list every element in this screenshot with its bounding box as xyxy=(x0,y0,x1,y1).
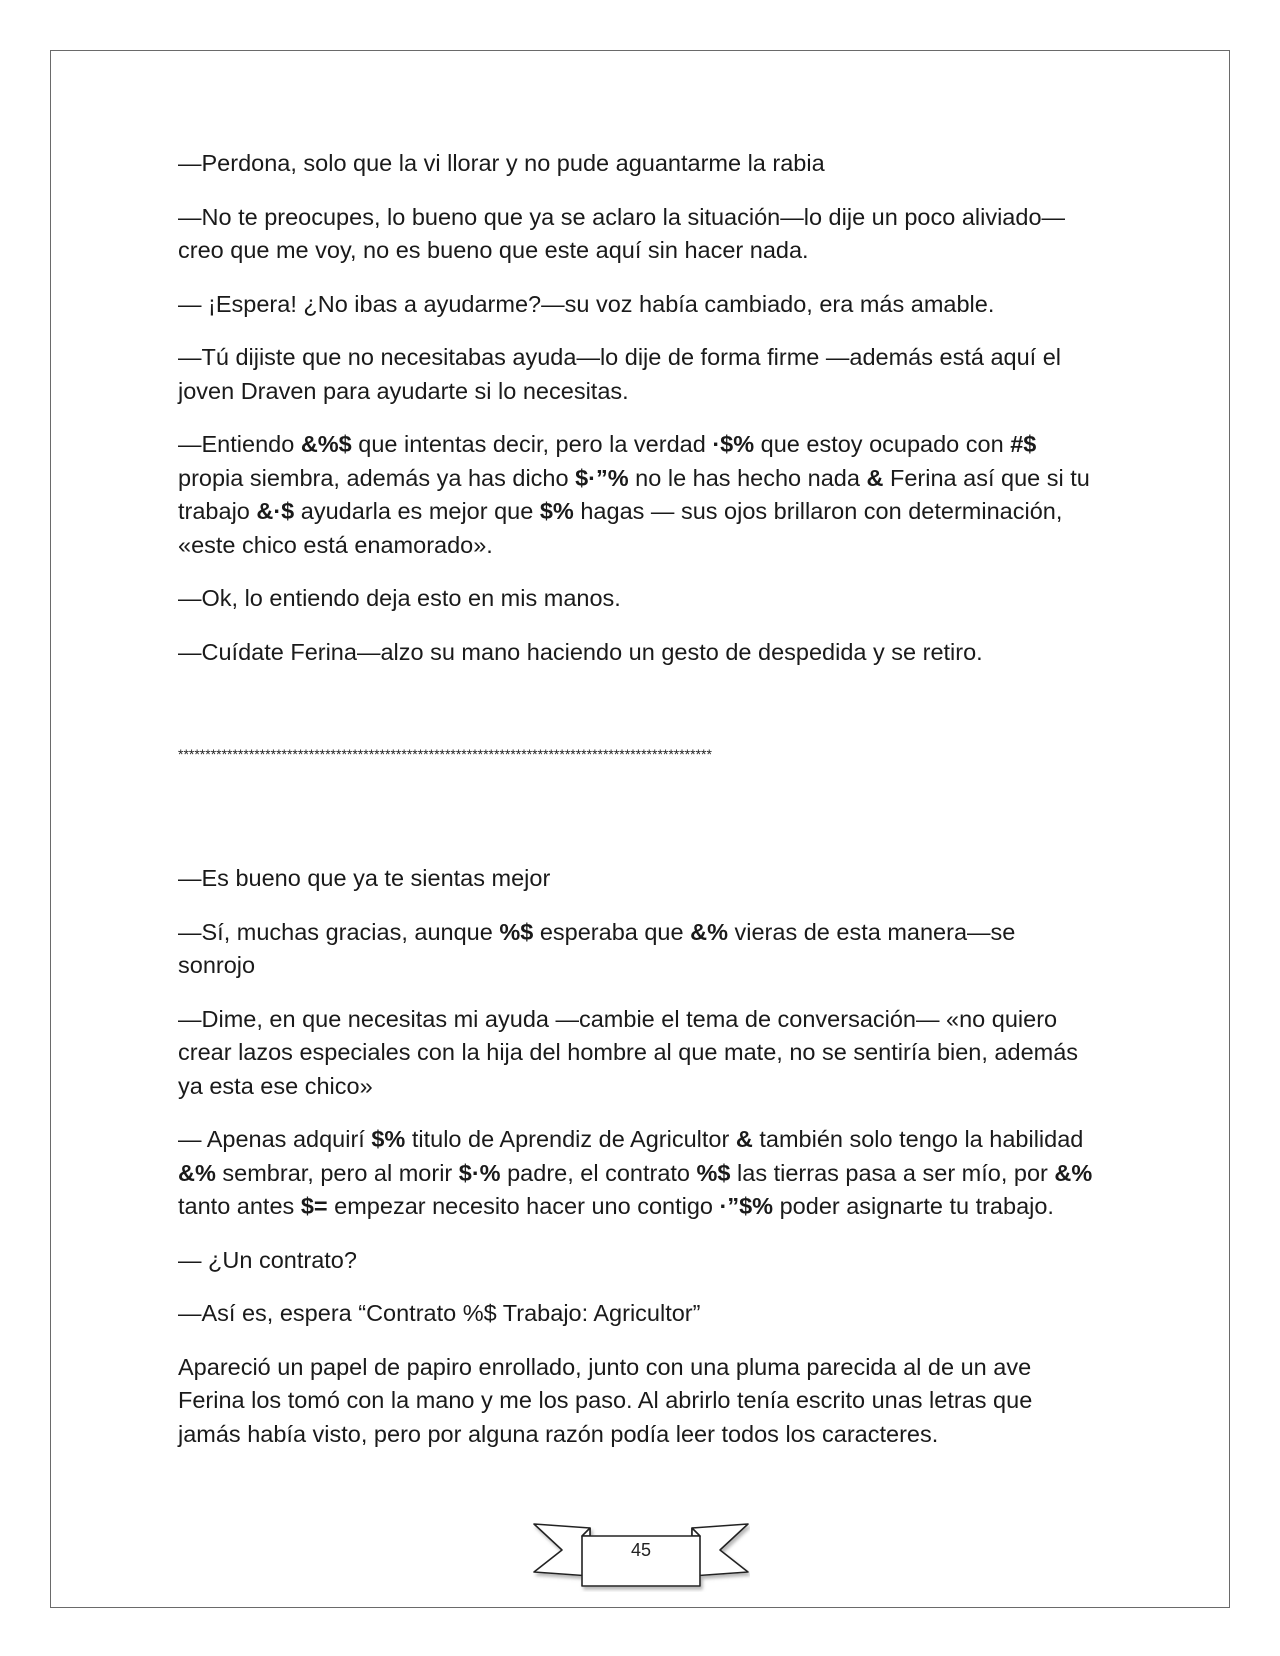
paragraph: —Es bueno que ya te sientas mejor xyxy=(178,865,551,891)
paragraph: —No te preocupes, lo bueno que ya se aclaro la situación—lo dije un poco aliviado—creo que me voy, no es bueno que este aquí sin hacer nada. xyxy=(178,203,1066,263)
paragraph-with-symbols: —Entiendo &%$ que intentas decir, pero la verdad ·$% que estoy ocupado con #$ propia siembra, además ya has dicho $·”% no le has hecho nada & Ferina así que si tu trabajo &·$ ayudarla es mejor que $% hagas — sus ojos brillaron con determinación, «este chico está enamorado». xyxy=(178,431,1090,558)
paragraph-with-symbols: — Apenas adquirí $% titulo de Aprendiz de Agricultor & también solo tengo la habilidad &% sembrar, pero al morir $·% padre, el contrato %$ las tierras pasa a ser mío, por &% tanto antes $= empezar necesito hacer uno contigo ·”$% poder asignarte tu trabajo. xyxy=(178,1126,1093,1219)
paragraph: —Cuídate Ferina—alzo su mano haciendo un gesto de despedida y se retiro. xyxy=(178,638,983,665)
paragraph: — ¿Un contrato? xyxy=(178,1246,357,1273)
paragraph: — ¡Espera! ¿No ibas a ayudarme?—su voz había cambiado, era más amable. xyxy=(178,290,995,317)
paragraph: —Así es, espera “Contrato %$ Trabajo: Agricultor” xyxy=(178,1300,701,1326)
paragraph: —Perdona, solo que la vi llorar y no pude aguantarme la rabia xyxy=(178,150,825,176)
paragraph-with-symbols: —Sí, muchas gracias, aunque %$ esperaba que &% vieras de esta manera—se sonrojo xyxy=(178,918,1016,978)
paragraph: —Dime, en que necesitas mi ayuda —cambie el tema de conversación— «no quiero crear lazos especiales con la hija del hombre al que mate, no se sentiría bien, además ya esta ese chico» xyxy=(178,1005,1079,1099)
page-number-ribbon xyxy=(532,1516,750,1592)
scene-separator: ************************************************************************************************** xyxy=(178,746,712,762)
text-block-bottom xyxy=(178,862,1098,1451)
paragraph: —Ok, lo entiendo deja esto en mis manos. xyxy=(178,585,621,611)
paragraph: —Tú dijiste que no necesitabas ayuda—lo dije de forma firme —además está aquí el joven Draven para ayudarte si lo necesitas. xyxy=(178,344,1062,404)
paragraph: Apareció un papel de papiro enrollado, junto con una pluma parecida al de un ave Ferina los tomó con la mano y me los paso. Al abrirlo tenía escrito unas letras que jamás había visto, pero por alguna razón podía leer todos los caracteres. xyxy=(178,1353,1033,1447)
text-block-top xyxy=(178,147,1098,669)
page-number: 45 xyxy=(630,1540,652,1560)
